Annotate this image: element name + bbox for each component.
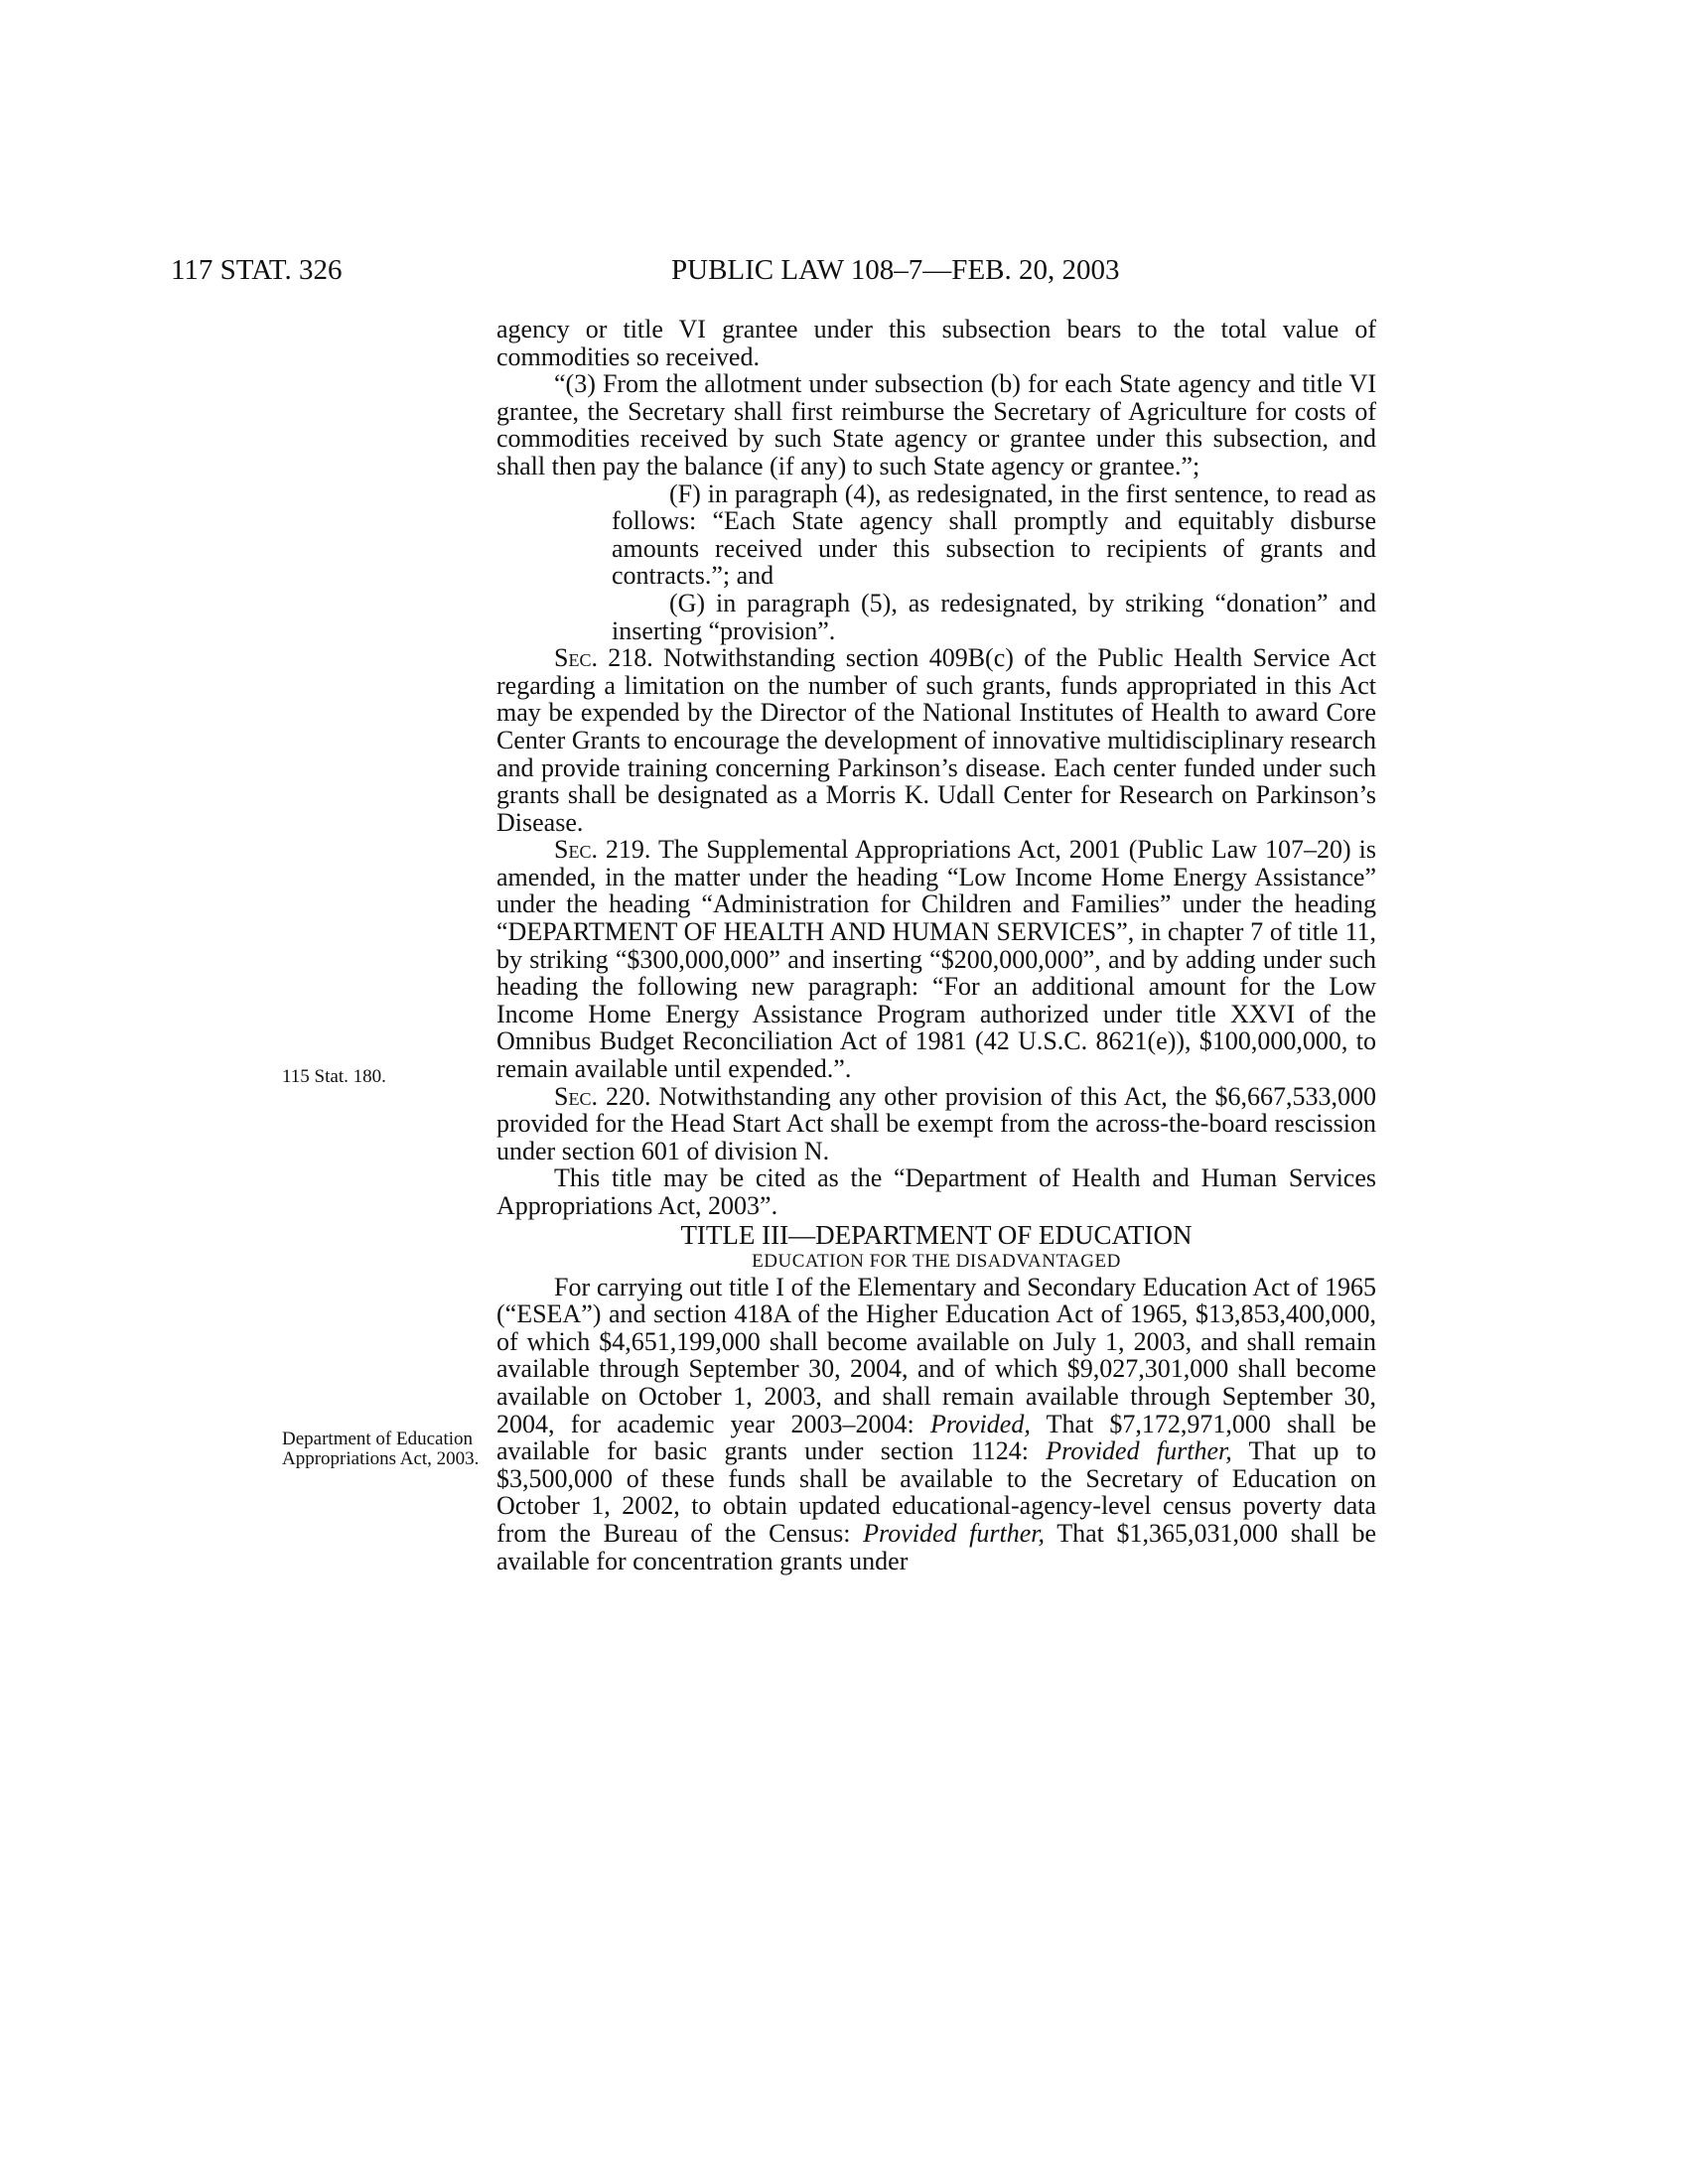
paragraph-continuation: agency or title VI grantee under this subsection bears to the total value of commodities so received. — [496, 315, 1376, 371]
subparagraph-g: (G) in paragraph (5), as redesignated, by striking “donation” and inserting “provision”. — [612, 588, 1376, 645]
section-218-label: Sec. 218. — [554, 643, 653, 673]
section-heading: EDUCATION FOR THE DISADVANTAGED — [752, 1250, 1121, 1272]
margin-note-short-title: Department of Education Appropriations Act, 2003. — [282, 1429, 480, 1469]
section-218-text: Notwithstanding section 409B(c) of the Public Health Service Act regarding a limitation on the number of such grants, funds appropriated in this Act may be expended by the Director of the National Institutes of Health to award Core Center Grants to encourage the development of innovative multidisciplinary research and provide training concerning Parkinson’s disease. Each center funded under such grants shall be designated as a Morris K. Udall Center for Research on Parkinson’s Disease. — [496, 643, 1376, 837]
section-220-text: Notwithstanding any other provision of this Act, the $6,667,533,000 provided for the Head Start Act shall be exempt from the across-the-board rescission under section 601 of division N. — [496, 1081, 1376, 1165]
paragraph-allotment: “(3) From the allotment under subsection (b) for each State agency and title VI grantee, the Secretary shall first reimburse the Secretary of Agriculture for costs of commodities received by such State agency or grantee under this subsection, and shall then pay the balance (if any) to such State agency or grantee.”; — [496, 369, 1376, 480]
citation-paragraph: This title may be cited as the “Department of Health and Human Services Appropriations Act, 2003”. — [496, 1163, 1376, 1220]
main-text — [496, 316, 1376, 1574]
section-220 — [496, 1083, 1376, 1165]
education-text-1: For carrying out title I of the Elementary and Secondary Education Act of 1965 (“ESEA”) and section 418A of the Higher Education Act of 1965, $13,853,400,000, of which $4,651,199,000 shall become available on July 1, 2003, and shall remain available through September 30, 2004, and of which $9,027,301,000 shall become available on October 1, 2003, and shall remain available through September 30, 2004, for academic year 2003–2004: — [496, 1272, 1376, 1438]
education-paragraph — [496, 1274, 1376, 1575]
section-219-text: The Supplemental Appropriations Act, 2001 (Public Law 107–20) is amended, in the matter under the heading “Low Income Home Energy Assistance” under the heading “Administration for Children and Families” under the heading “DEPARTMENT OF HEALTH AND HUMAN SERVICES”, in chapter 7 of title 11, by striking “$300,000,000” and inserting “$200,000,000”, and by adding under such heading the following new paragraph: “For an additional amount for the Low Income Home Energy Assistance Program authorized under title XXVI of the Omnibus Budget Reconciliation Act of 1981 (42 U.S.C. 8621(e)), $100,000,000, to remain available until expended.”. — [496, 835, 1376, 1084]
section-220-label: Sec. 220. — [554, 1081, 651, 1111]
section-218 — [496, 644, 1376, 836]
provided-further-clause-1: Provided further, — [1046, 1436, 1232, 1466]
page-header — [0, 250, 1688, 290]
public-law-title: PUBLIC LAW 108–7—FEB. 20, 2003 — [671, 254, 1120, 286]
section-219 — [496, 836, 1376, 1082]
provided-clause: Provided, — [929, 1409, 1031, 1438]
title-heading: TITLE III—DEPARTMENT OF EDUCATION — [680, 1219, 1193, 1250]
education-text-3: That up to $3,500,000 of these funds shall be available to the Secretary of Education on October 1, 2002, to obtain updated educational-agency-level census poverty data from the Bureau of the Census: — [496, 1436, 1377, 1548]
education-text-4: That $1,365,031,000 shall be available for concentration grants under — [496, 1518, 1377, 1575]
section-219-label: Sec. 219. — [554, 835, 651, 865]
provided-further-clause-2: Provided further, — [863, 1518, 1046, 1548]
education-text-2: That $7,172,971,000 shall be available for basic grants under section 1124: — [496, 1409, 1376, 1466]
subparagraph-f: (F) in paragraph (4), as redesignated, in the first sentence, to read as follows: “Each State agency shall promptly and equitably disburse amounts received under this subsection to recipients of grants and contracts.”; and — [612, 478, 1376, 591]
statute-page-number: 117 STAT. 326 — [171, 254, 343, 286]
margin-note-stat-ref: 115 Stat. 180. — [282, 1066, 386, 1087]
